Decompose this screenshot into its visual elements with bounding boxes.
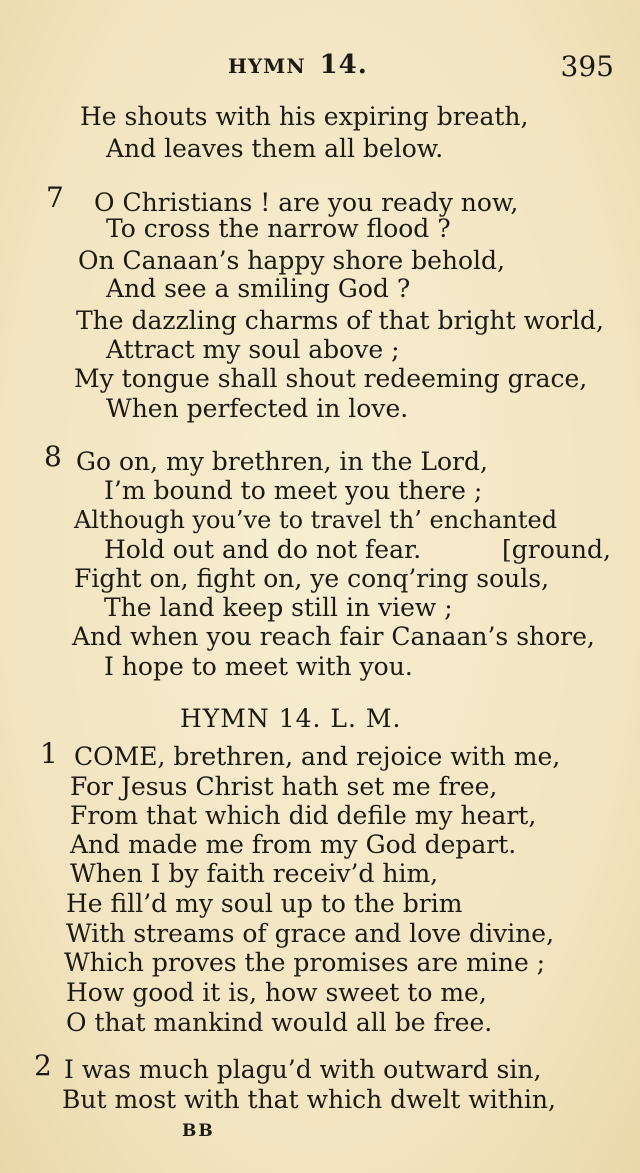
verse-line: Attract my soul above ;: [106, 335, 400, 364]
verse-line: And when you reach fair Canaan’s shore,: [72, 622, 595, 651]
verse-line: I’m bound to meet you there ;: [104, 476, 483, 505]
verse-line: COME, brethren, and rejoice with me,: [74, 742, 561, 771]
verse-line: The dazzling charms of that bright world,: [76, 306, 604, 335]
running-hymn-number: 14.: [319, 50, 368, 80]
verse-line: Fight on, fight on, ye conq’ring souls,: [74, 564, 550, 593]
verse-line: On Canaan’s happy shore behold,: [78, 246, 505, 275]
verse-line: O that mankind would all be free.: [66, 1008, 493, 1037]
verse-number: 1: [40, 737, 58, 770]
page-number: 395: [560, 50, 614, 83]
verse-line: But most with that which dwelt within,: [62, 1085, 556, 1114]
verse-line: Although you’ve to travel th’ enchanted: [74, 506, 558, 534]
running-head: [228, 50, 368, 80]
verse-line: Go on, my brethren, in the Lord,: [76, 447, 488, 476]
verse-line-turnover: [ground,: [502, 535, 611, 564]
verse-line: The land keep still in view ;: [104, 593, 453, 622]
verse-line: I hope to meet with you.: [104, 652, 413, 681]
hymn-heading: HYMN 14. L. M.: [180, 704, 402, 733]
verse-line: And see a smiling God ?: [106, 274, 411, 303]
verse-number: 7: [46, 181, 64, 214]
verse-line: I was much plagu’d with outward sin,: [64, 1055, 542, 1084]
verse-line: For Jesus Christ hath set me free,: [70, 772, 498, 801]
stanza-line: He shouts with his expiring breath,: [80, 102, 529, 131]
verse-line: How good it is, how sweet to me,: [66, 978, 487, 1007]
verse-line: From that which did defile my heart,: [70, 801, 537, 830]
stanza-line: And leaves them all below.: [106, 134, 444, 163]
running-title: HYMN: [228, 54, 306, 78]
verse-line: Hold out and do not fear.: [104, 535, 422, 564]
verse-line: My tongue shall shout redeeming grace,: [74, 364, 588, 393]
verse-number: 2: [34, 1049, 52, 1082]
verse-line: O Christians ! are you ready now,: [94, 188, 519, 217]
verse-line: And made me from my God depart.: [70, 830, 517, 859]
verse-number: 8: [44, 440, 62, 473]
verse-line: Which proves the promises are mine ;: [64, 948, 546, 977]
verse-line: With streams of grace and love divine,: [66, 919, 555, 948]
verse-line: When I by faith receiv’d him,: [70, 859, 439, 888]
signature-mark: BB: [182, 1121, 215, 1141]
verse-line: When perfected in love.: [106, 394, 409, 423]
verse-line: To cross the narrow flood ?: [106, 214, 451, 243]
verse-line: He fill’d my soul up to the brim: [66, 889, 463, 918]
